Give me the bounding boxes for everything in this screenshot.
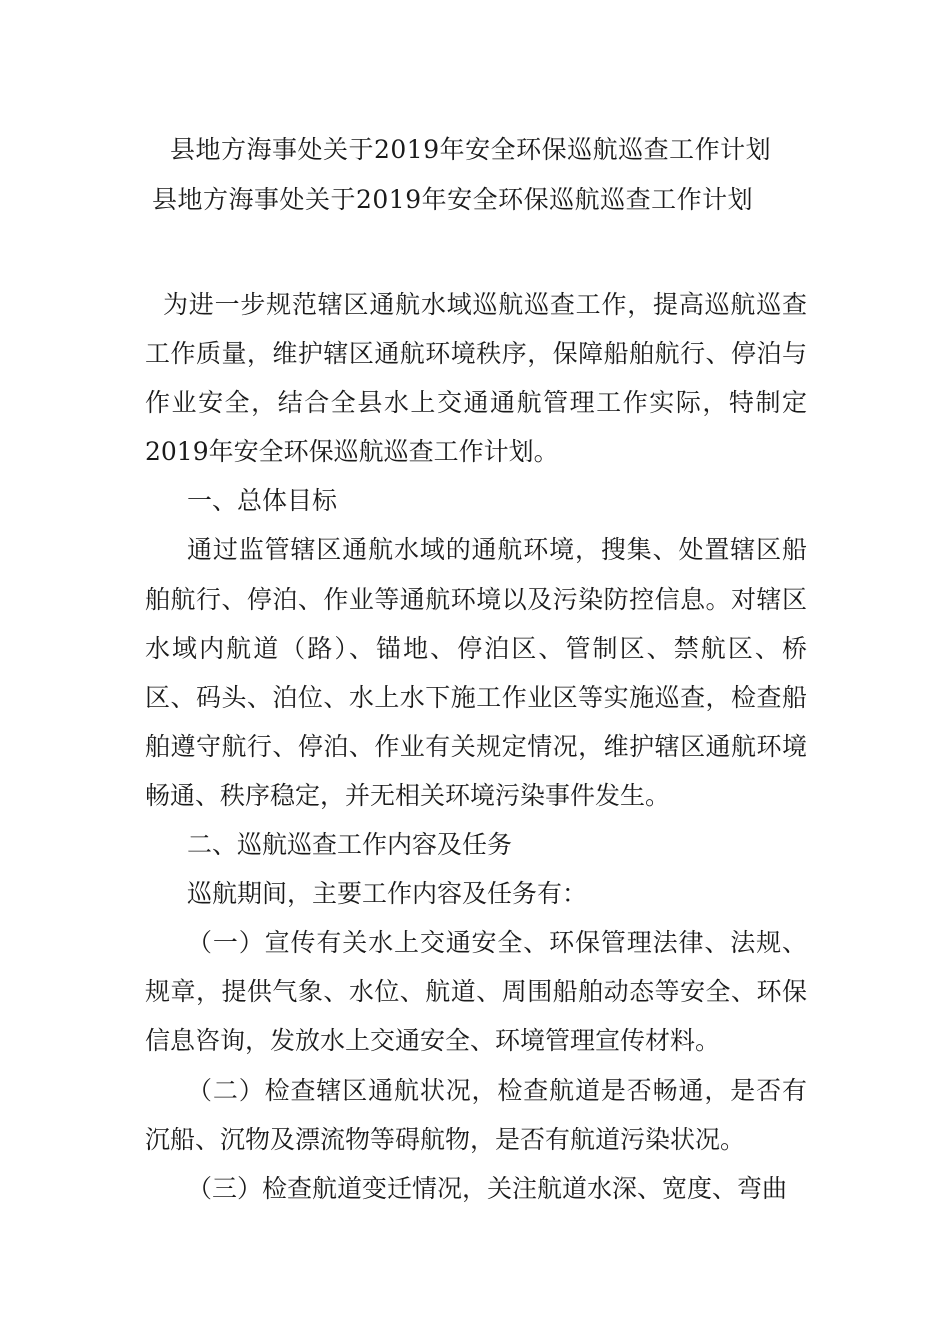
list-item-task-1: （一）宣传有关水上交通安全、环保管理法律、法规、规章，提供气象、水位、航道、周围船舶动态等安全、环保信息咨询，发放水上交通安全、环境管理宣传材料。 bbox=[145, 928, 807, 1056]
section-heading-overall-goal: 一、总体目标 bbox=[187, 486, 338, 516]
document-title: 县地方海事处关于2019年安全环保巡航巡查工作计划 bbox=[170, 135, 772, 164]
paragraph-intro: 为进一步规范辖区通航水域巡航巡查工作，提高巡航巡查工作质量，维护辖区通航环境秩序，保障船舶航行、停泊与作业安全，结合全县水上交通通航管理工作实际，特制定2019年安全环保巡航巡查工作计划。 bbox=[145, 290, 807, 467]
section-heading-patrol-tasks: 二、巡航巡查工作内容及任务 bbox=[187, 830, 513, 860]
document-body bbox=[145, 280, 807, 1213]
document-title-repeat: 县地方海事处关于2019年安全环保巡航巡查工作计划 bbox=[152, 185, 754, 214]
paragraph-patrol-intro: 巡航期间，主要工作内容及任务有： bbox=[187, 879, 588, 909]
paragraph-overall-goal: 通过监管辖区通航水域的通航环境，搜集、处置辖区船舶航行、停泊、作业等通航环境以及污染防控信息。对辖区水域内航道（路）、锚地、停泊区、管制区、禁航区、桥区、码头、泊位、水上水下施工作业区等实施巡查，检查船舶遵守航行、停泊、作业有关规定情况，维护辖区通航环境畅通、秩序稳定，并无相关环境污染事件发生。 bbox=[145, 535, 807, 810]
list-item-task-2: （二）检查辖区通航状况，检查航道是否畅通，是否有沉船、沉物及漂流物等碍航物，是否有航道污染状况。 bbox=[145, 1075, 807, 1154]
list-item-task-3: （三）检查航道变迁情况，关注航道水深、宽度、弯曲 bbox=[187, 1173, 788, 1203]
